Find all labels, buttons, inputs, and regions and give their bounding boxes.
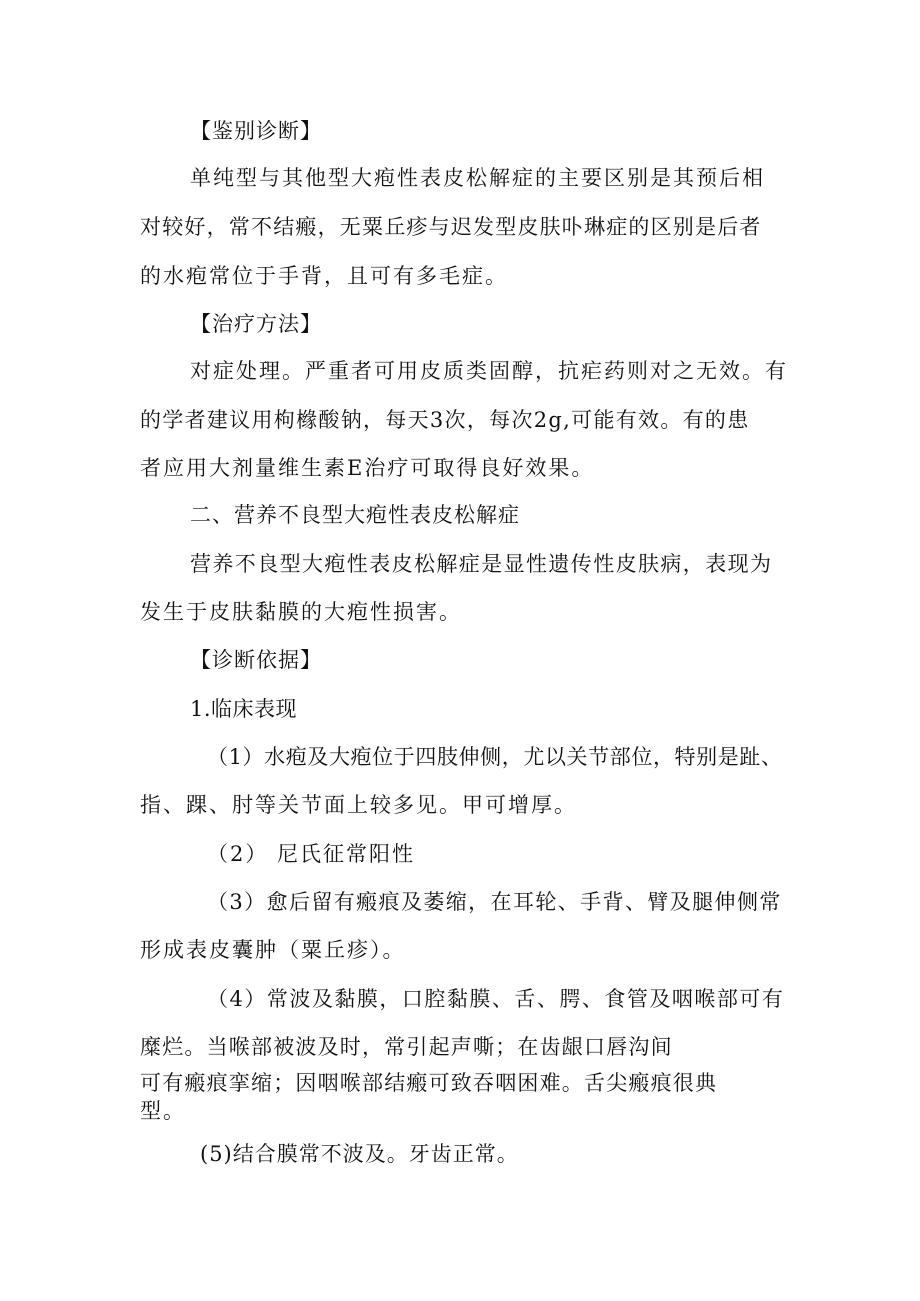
paragraph-line: 型。 <box>140 1099 186 1123</box>
list-item-5: (5)结合膜常不波及。牙齿正常。 <box>200 1142 519 1166</box>
list-item-3: （3）愈后留有瘢痕及萎缩，在耳轮、手背、臂及腿伸侧常 <box>207 890 782 914</box>
paragraph-line: 单纯型与其他型大疱性表皮松解症的主要区别是其预后相 <box>190 166 765 190</box>
list-item-4: （4）常波及黏膜，口腔黏膜、舌、腭、食管及咽喉部可有 <box>207 987 785 1011</box>
subheading-clinical-manifestations: 1.临床表现 <box>190 697 298 721</box>
section-heading-treatment: 【治疗方法】 <box>190 312 322 336</box>
list-item-1: （1）水疱及大疱位于四肢伸侧，尤以关节部位，特别是趾、 <box>207 745 783 769</box>
paragraph-line: 对症处理。严重者可用皮质类固醇，抗疟药则对之无效。有 <box>190 359 788 383</box>
list-item-2: （2） 尼氏征常阳性 <box>207 842 416 866</box>
paragraph-line: 糜烂。当喉部被波及时，常引起声嘶；在齿龈口唇沟间 <box>140 1035 673 1059</box>
paragraph-line: 对较好，常不结瘢，无粟丘疹与迟发型皮肤卟琳症的区别是后者 <box>140 215 762 239</box>
paragraph-line: 形成表皮囊肿（粟丘疹）。 <box>140 938 406 962</box>
paragraph-line: 的水疱常位于手背，且可有多毛症。 <box>140 264 508 288</box>
section-heading-differential-diagnosis: 【鉴别诊断】 <box>190 119 322 143</box>
paragraph-line: 发生于皮肤黏膜的大疱性损害。 <box>140 600 462 624</box>
section-heading-dystrophic-eb: 二、营养不良型大疱性表皮松解症 <box>190 503 520 527</box>
paragraph-line: 可有瘢痕挛缩；因咽喉部结瘢可致吞咽困难。舌尖瘢痕很典 <box>140 1071 718 1095</box>
paragraph-line: 营养不良型大疱性表皮松解症是显性遗传性皮肤病，表现为 <box>190 552 773 576</box>
paragraph-line: 的学者建议用枸橼酸钠，每天3次，每次2g,可能有效。有的患 <box>140 408 750 432</box>
section-heading-diagnostic-basis: 【诊断依据】 <box>190 648 322 672</box>
paragraph-line: 者应用大剂量维生素E治疗可取得良好效果。 <box>140 456 595 480</box>
paragraph-line: 指、踝、肘等关节面上较多见。甲可增厚。 <box>140 793 577 817</box>
